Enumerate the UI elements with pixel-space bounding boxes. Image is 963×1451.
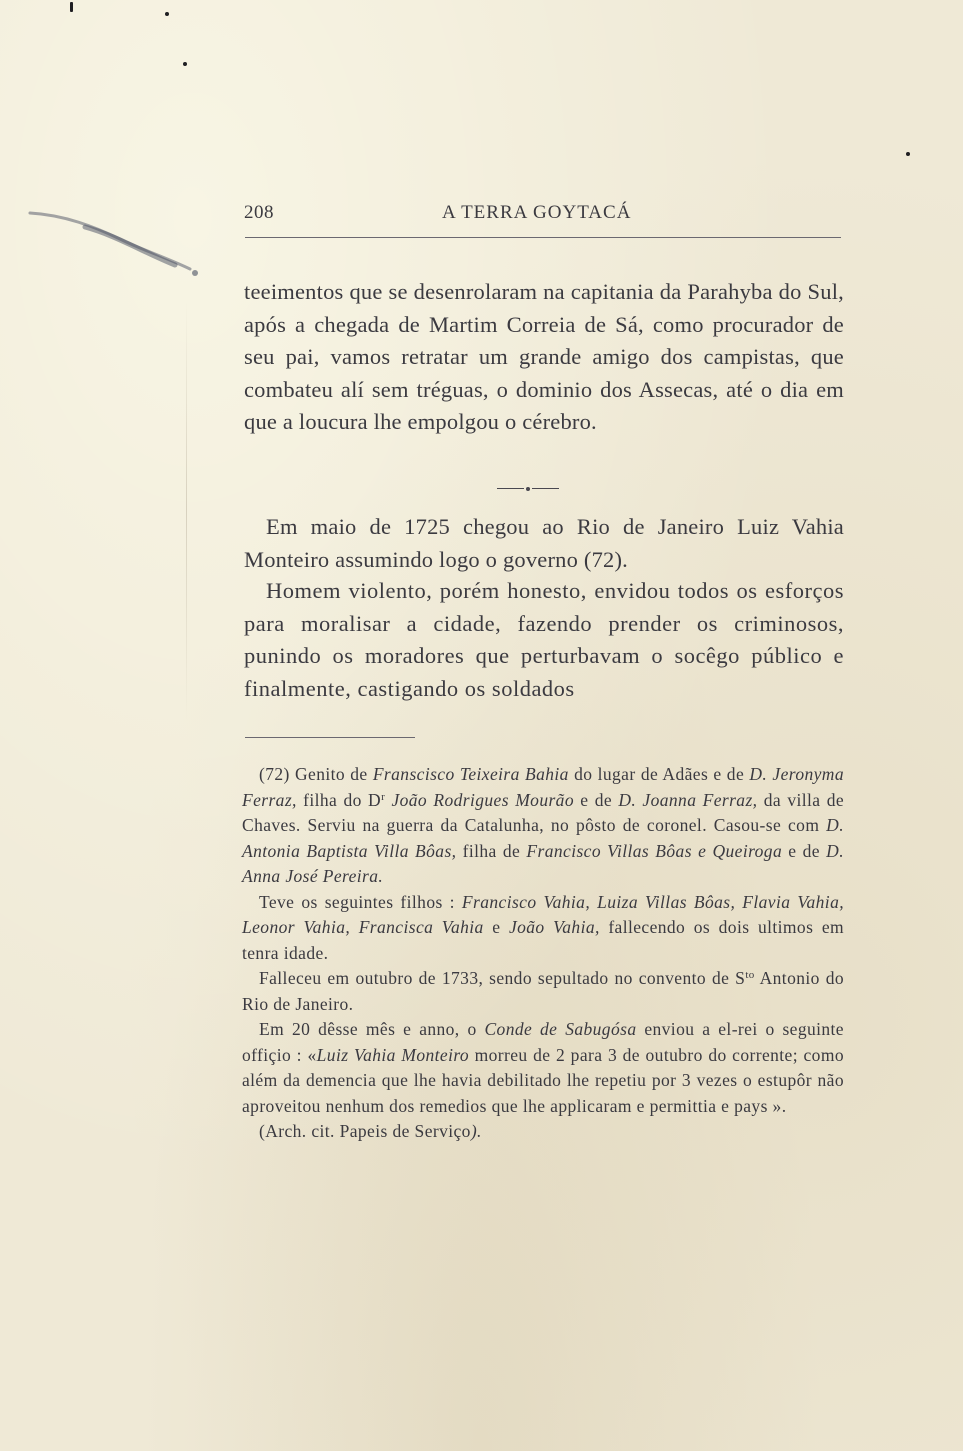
footnote-text: e xyxy=(483,917,509,937)
body-paragraph: Homem violento, porém honesto, envidou todos os esforços para moralisar a cidade, fazendo prender os criminosos, punindo os moradores que perturbavam o socêgo público e finalmente, castigando os soldados xyxy=(244,578,844,701)
footnote-text: Em 20 dêsse mês e anno, o xyxy=(259,1019,485,1039)
footnote-text: (72) Genito de xyxy=(259,764,373,784)
footnote-italic: Francisco Villas Bôas e Queiroga xyxy=(526,840,783,861)
scan-speck xyxy=(165,12,169,16)
footnote-text: enviou a el-rei o seguinte offiçio : « xyxy=(242,1019,844,1065)
footnote-italic: ). xyxy=(470,1121,482,1141)
footnote-italic: Francisco Vahia, Luiza Villas Bôas, Flavia Vahia, Leonor Vahia, Francisca Vahia xyxy=(242,891,844,937)
footnote-paragraph xyxy=(242,1017,844,1119)
footnotes xyxy=(242,762,844,1145)
footnote-italic: Conde de Sabugósa xyxy=(484,1019,637,1039)
scan-speck xyxy=(906,152,910,156)
footnote-text: filha de xyxy=(456,840,527,861)
footnote-paragraph xyxy=(242,762,844,890)
footnote-text: e de xyxy=(573,789,619,810)
divider-line xyxy=(497,488,524,489)
footnote-superscript: to xyxy=(745,969,755,981)
footnote-italic: D. Anna José Pereira. xyxy=(242,840,844,886)
footnote-text: fallecendo os dois ultimos em tenra idade. xyxy=(242,917,845,963)
footnote-rule xyxy=(245,737,415,738)
divider-dot xyxy=(526,487,530,491)
body-paragraph: Em maio de 1725 chegou ao Rio de Janeiro Luiz Vahia Monteiro assumindo logo o governo (72). xyxy=(244,514,844,572)
header-rule xyxy=(245,237,841,238)
footnote-text: filha do D xyxy=(296,789,382,810)
footnote-italic: Luiz Vahia Monteiro xyxy=(316,1044,470,1065)
page-number: 208 xyxy=(244,202,274,223)
footnote-text: Antonio do Rio de Janeiro. xyxy=(242,968,844,1014)
footnote-italic: D. Antonia Baptista Villa Bôas, xyxy=(242,815,844,861)
footnote-text: Teve os seguintes filhos : xyxy=(259,891,462,912)
footnote-text: da villa de Chaves. Serviu na guerra da Catalunha, no pôsto de coronel. Casou-se com xyxy=(242,789,845,835)
footnote-italic: Franscisco Teixeira Bahia xyxy=(372,764,569,784)
footnote-text: Falleceu em outubro de 1733, sendo sepultado no convento de S xyxy=(259,968,746,988)
footnote-text: morreu de 2 para 3 de outubro do corrente; como além da demencia que lhe havia debilitado lhe repetiu por 3 vezes o estupôr não aproveitou nenhum dos remedios que lhe applicaram e permittia e pays ». xyxy=(242,1044,844,1116)
margin-shadow xyxy=(186,300,187,720)
body-paragraph: teeimentos que se desenrolaram na capitania da Parahyba do Sul, após a chegada de Martim Correia de Sá, como procurador de seu pai, vamos retratar um grande amigo dos campistas, que combateu alí sem tréguas, o dominio dos Assecas, até o dia em que a loucura lhe empolgou o cérebro. xyxy=(244,279,844,434)
scan-speck xyxy=(183,62,187,66)
divider-line xyxy=(532,488,559,489)
footnote-paragraph xyxy=(242,890,844,967)
running-title: A TERRA GOYTACÁ xyxy=(442,202,632,223)
section-divider xyxy=(497,487,559,491)
footnote-superscript: r xyxy=(381,790,386,803)
footnote-paragraph xyxy=(242,1119,844,1145)
running-header xyxy=(244,198,842,228)
footnote-text: e de xyxy=(782,840,827,861)
footnote-paragraph xyxy=(242,966,844,1017)
footnote-text: do lugar de Adães e de xyxy=(568,764,750,784)
footnote-italic: João Vahia, xyxy=(508,917,600,937)
footnote-italic: D. Joanna Ferraz, xyxy=(618,789,758,810)
footnote-text: (Arch. cit. Papeis de Serviço xyxy=(259,1121,471,1141)
footnote-italic: D. Jeronyma Ferraz, xyxy=(242,764,844,810)
scan-speck xyxy=(70,2,73,12)
footnote-italic: João Rodrigues Mourão xyxy=(391,789,574,810)
scan-smudge-mark xyxy=(25,205,205,285)
